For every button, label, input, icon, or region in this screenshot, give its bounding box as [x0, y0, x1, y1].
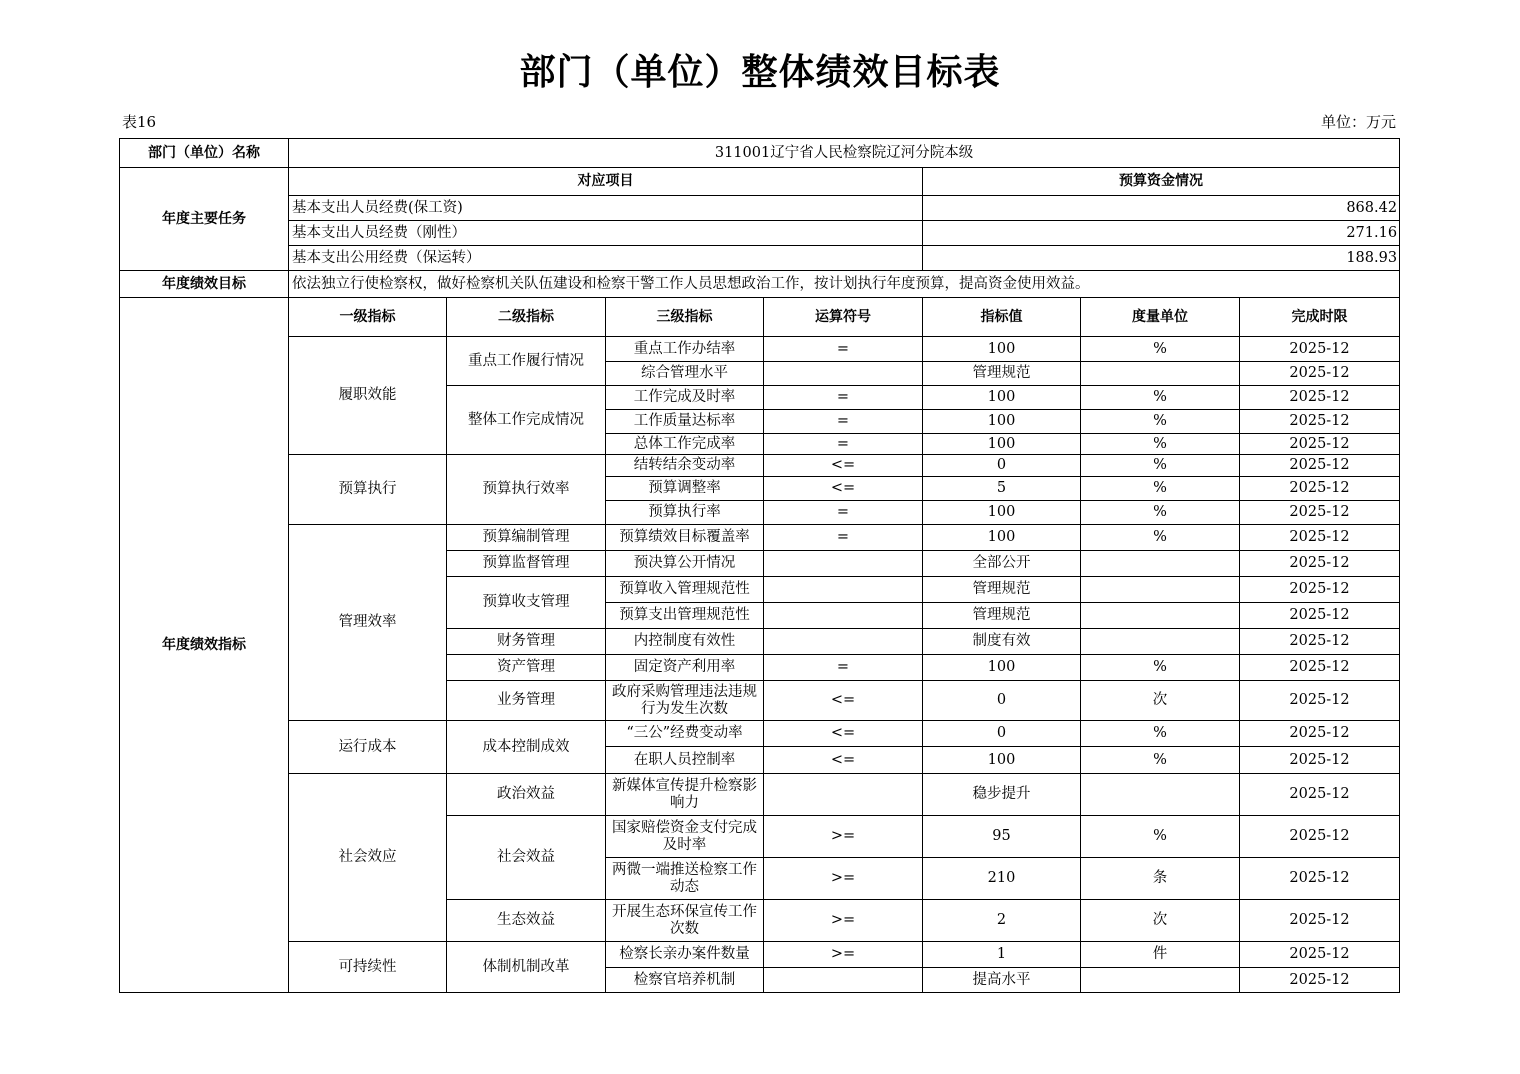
unit-cell: 条 [1081, 858, 1240, 900]
header-level2: 二级指标 [447, 298, 606, 337]
level2-cell: 预算执行效率 [447, 455, 606, 525]
level2-cell: 预算监督管理 [447, 551, 606, 577]
dept-label: 部门（单位）名称 [120, 139, 289, 168]
level2-cell: 社会效益 [447, 816, 606, 900]
table-row [120, 942, 1400, 968]
level2-cell: 成本控制成效 [447, 721, 606, 774]
level2-cell: 业务管理 [447, 681, 606, 721]
operator-cell [764, 577, 923, 603]
operator-cell: <= [764, 477, 923, 501]
header-value: 指标值 [923, 298, 1081, 337]
unit-cell [1081, 968, 1240, 993]
operator-cell [764, 362, 923, 386]
value-cell: 管理规范 [923, 362, 1081, 386]
table-row [120, 774, 1400, 816]
level1-cell: 管理效率 [289, 525, 447, 721]
level3-cell: 总体工作完成率 [606, 434, 764, 455]
operator-cell: <= [764, 455, 923, 477]
indicators-label: 年度绩效指标 [120, 298, 289, 993]
deadline-cell: 2025-12 [1240, 455, 1400, 477]
task-item: 基本支出人员经费(保工资) [289, 196, 923, 221]
table-number: 表16 [122, 113, 157, 131]
deadline-cell: 2025-12 [1240, 477, 1400, 501]
operator-cell [764, 774, 923, 816]
unit-cell: % [1081, 410, 1240, 434]
level3-cell: 政府采购管理违法违规行为发生次数 [606, 681, 764, 721]
value-cell: 管理规范 [923, 577, 1081, 603]
level1-cell: 运行成本 [289, 721, 447, 774]
level3-cell: 预算执行率 [606, 501, 764, 525]
deadline-cell: 2025-12 [1240, 816, 1400, 858]
performance-table [119, 138, 1400, 993]
value-cell: 0 [923, 681, 1081, 721]
unit-cell: % [1081, 747, 1240, 774]
level3-cell: 工作质量达标率 [606, 410, 764, 434]
value-cell: 100 [923, 410, 1081, 434]
dept-value: 311001辽宁省人民检察院辽河分院本级 [289, 139, 1400, 168]
header-level3: 三级指标 [606, 298, 764, 337]
operator-cell: = [764, 410, 923, 434]
level2-cell: 体制机制改革 [447, 942, 606, 993]
operator-cell: = [764, 337, 923, 362]
level3-cell: 新媒体宣传提升检察影响力 [606, 774, 764, 816]
value-cell: 100 [923, 337, 1081, 362]
value-cell: 100 [923, 386, 1081, 410]
deadline-cell: 2025-12 [1240, 900, 1400, 942]
operator-cell [764, 603, 923, 629]
unit-cell: % [1081, 655, 1240, 681]
value-cell: 100 [923, 434, 1081, 455]
deadline-cell: 2025-12 [1240, 721, 1400, 747]
dept-row [120, 139, 1400, 168]
operator-cell: = [764, 501, 923, 525]
unit-cell [1081, 629, 1240, 655]
task-row [120, 246, 1400, 271]
level1-cell: 预算执行 [289, 455, 447, 525]
level1-cell: 社会效应 [289, 774, 447, 942]
unit-cell [1081, 603, 1240, 629]
deadline-cell: 2025-12 [1240, 525, 1400, 551]
level3-cell: 工作完成及时率 [606, 386, 764, 410]
task-amount: 188.93 [923, 246, 1400, 271]
value-cell: 100 [923, 501, 1081, 525]
unit-cell: % [1081, 721, 1240, 747]
level3-cell: 预算收入管理规范性 [606, 577, 764, 603]
level3-cell: 开展生态环保宣传工作次数 [606, 900, 764, 942]
value-cell: 全部公开 [923, 551, 1081, 577]
operator-cell [764, 629, 923, 655]
table-row [120, 721, 1400, 747]
value-cell: 100 [923, 525, 1081, 551]
value-cell: 1 [923, 942, 1081, 968]
tasks-col-budget: 预算资金情况 [923, 168, 1400, 196]
unit-cell: % [1081, 434, 1240, 455]
operator-cell: >= [764, 858, 923, 900]
operator-cell [764, 968, 923, 993]
value-cell: 210 [923, 858, 1081, 900]
deadline-cell: 2025-12 [1240, 942, 1400, 968]
level3-cell: 预算支出管理规范性 [606, 603, 764, 629]
unit-cell: % [1081, 525, 1240, 551]
value-cell: 稳步提升 [923, 774, 1081, 816]
tasks-label: 年度主要任务 [120, 168, 289, 271]
unit-cell: % [1081, 386, 1240, 410]
task-row [120, 196, 1400, 221]
level3-cell: 结转结余变动率 [606, 455, 764, 477]
goal-row [120, 271, 1400, 298]
tasks-col-item: 对应项目 [289, 168, 923, 196]
header-operator: 运算符号 [764, 298, 923, 337]
operator-cell: = [764, 655, 923, 681]
level3-cell: 两微一端推送检察工作动态 [606, 858, 764, 900]
level3-cell: 固定资产利用率 [606, 655, 764, 681]
level3-cell: 在职人员控制率 [606, 747, 764, 774]
value-cell: 制度有效 [923, 629, 1081, 655]
value-cell: 5 [923, 477, 1081, 501]
operator-cell: <= [764, 681, 923, 721]
level1-cell: 履职效能 [289, 337, 447, 455]
deadline-cell: 2025-12 [1240, 577, 1400, 603]
task-item: 基本支出人员经费（刚性） [289, 221, 923, 246]
operator-cell: = [764, 525, 923, 551]
task-amount: 868.42 [923, 196, 1400, 221]
deadline-cell: 2025-12 [1240, 603, 1400, 629]
indicators-header-row [120, 298, 1400, 337]
level2-cell: 政治效益 [447, 774, 606, 816]
level3-cell: 预算调整率 [606, 477, 764, 501]
level3-cell: 预算绩效目标覆盖率 [606, 525, 764, 551]
operator-cell: = [764, 434, 923, 455]
table-row [120, 525, 1400, 551]
unit-cell: 件 [1081, 942, 1240, 968]
deadline-cell: 2025-12 [1240, 410, 1400, 434]
deadline-cell: 2025-12 [1240, 968, 1400, 993]
level3-cell: 预决算公开情况 [606, 551, 764, 577]
operator-cell [764, 551, 923, 577]
task-row [120, 221, 1400, 246]
level2-cell: 整体工作完成情况 [447, 386, 606, 455]
unit-cell: % [1081, 477, 1240, 501]
unit-cell: % [1081, 337, 1240, 362]
deadline-cell: 2025-12 [1240, 747, 1400, 774]
deadline-cell: 2025-12 [1240, 858, 1400, 900]
deadline-cell: 2025-12 [1240, 681, 1400, 721]
deadline-cell: 2025-12 [1240, 774, 1400, 816]
operator-cell: = [764, 386, 923, 410]
unit-label: 单位：万元 [1320, 113, 1396, 131]
level3-cell: 检察官培养机制 [606, 968, 764, 993]
unit-cell: % [1081, 501, 1240, 525]
level2-cell: 预算编制管理 [447, 525, 606, 551]
value-cell: 2 [923, 900, 1081, 942]
level2-cell: 重点工作履行情况 [447, 337, 606, 386]
level2-cell: 财务管理 [447, 629, 606, 655]
unit-cell [1081, 577, 1240, 603]
level3-cell: 国家赔偿资金支付完成及时率 [606, 816, 764, 858]
page-title: 部门（单位）整体绩效目标表 [519, 51, 1001, 93]
deadline-cell: 2025-12 [1240, 337, 1400, 362]
value-cell: 0 [923, 721, 1081, 747]
header-unit: 度量单位 [1081, 298, 1240, 337]
level3-cell: “三公”经费变动率 [606, 721, 764, 747]
level3-cell: 内控制度有效性 [606, 629, 764, 655]
unit-cell [1081, 362, 1240, 386]
value-cell: 提高水平 [923, 968, 1081, 993]
unit-cell [1081, 551, 1240, 577]
goal-label: 年度绩效目标 [120, 271, 289, 298]
task-item: 基本支出公用经费（保运转） [289, 246, 923, 271]
goal-text: 依法独立行使检察权，做好检察机关队伍建设和检察干警工作人员思想政治工作，按计划执行年度预算，提高资金使用效益。 [289, 271, 1400, 298]
unit-cell: 次 [1081, 900, 1240, 942]
level3-cell: 综合管理水平 [606, 362, 764, 386]
task-amount: 271.16 [923, 221, 1400, 246]
deadline-cell: 2025-12 [1240, 655, 1400, 681]
operator-cell: >= [764, 942, 923, 968]
header-level1: 一级指标 [289, 298, 447, 337]
value-cell: 0 [923, 455, 1081, 477]
operator-cell: <= [764, 721, 923, 747]
unit-cell: % [1081, 816, 1240, 858]
value-cell: 100 [923, 655, 1081, 681]
unit-cell [1081, 774, 1240, 816]
operator-cell: >= [764, 900, 923, 942]
operator-cell: >= [764, 816, 923, 858]
unit-cell: 次 [1081, 681, 1240, 721]
deadline-cell: 2025-12 [1240, 362, 1400, 386]
level2-cell: 预算收支管理 [447, 577, 606, 629]
level2-cell: 资产管理 [447, 655, 606, 681]
deadline-cell: 2025-12 [1240, 386, 1400, 410]
value-cell: 管理规范 [923, 603, 1081, 629]
level2-cell: 生态效益 [447, 900, 606, 942]
deadline-cell: 2025-12 [1240, 629, 1400, 655]
unit-cell: % [1081, 455, 1240, 477]
tasks-header-row [120, 168, 1400, 196]
value-cell: 100 [923, 747, 1081, 774]
header-deadline: 完成时限 [1240, 298, 1400, 337]
operator-cell: <= [764, 747, 923, 774]
level1-cell: 可持续性 [289, 942, 447, 993]
deadline-cell: 2025-12 [1240, 551, 1400, 577]
value-cell: 95 [923, 816, 1081, 858]
deadline-cell: 2025-12 [1240, 434, 1400, 455]
table-row [120, 455, 1400, 477]
level3-cell: 检察长亲办案件数量 [606, 942, 764, 968]
level3-cell: 重点工作办结率 [606, 337, 764, 362]
deadline-cell: 2025-12 [1240, 501, 1400, 525]
table-row [120, 337, 1400, 362]
